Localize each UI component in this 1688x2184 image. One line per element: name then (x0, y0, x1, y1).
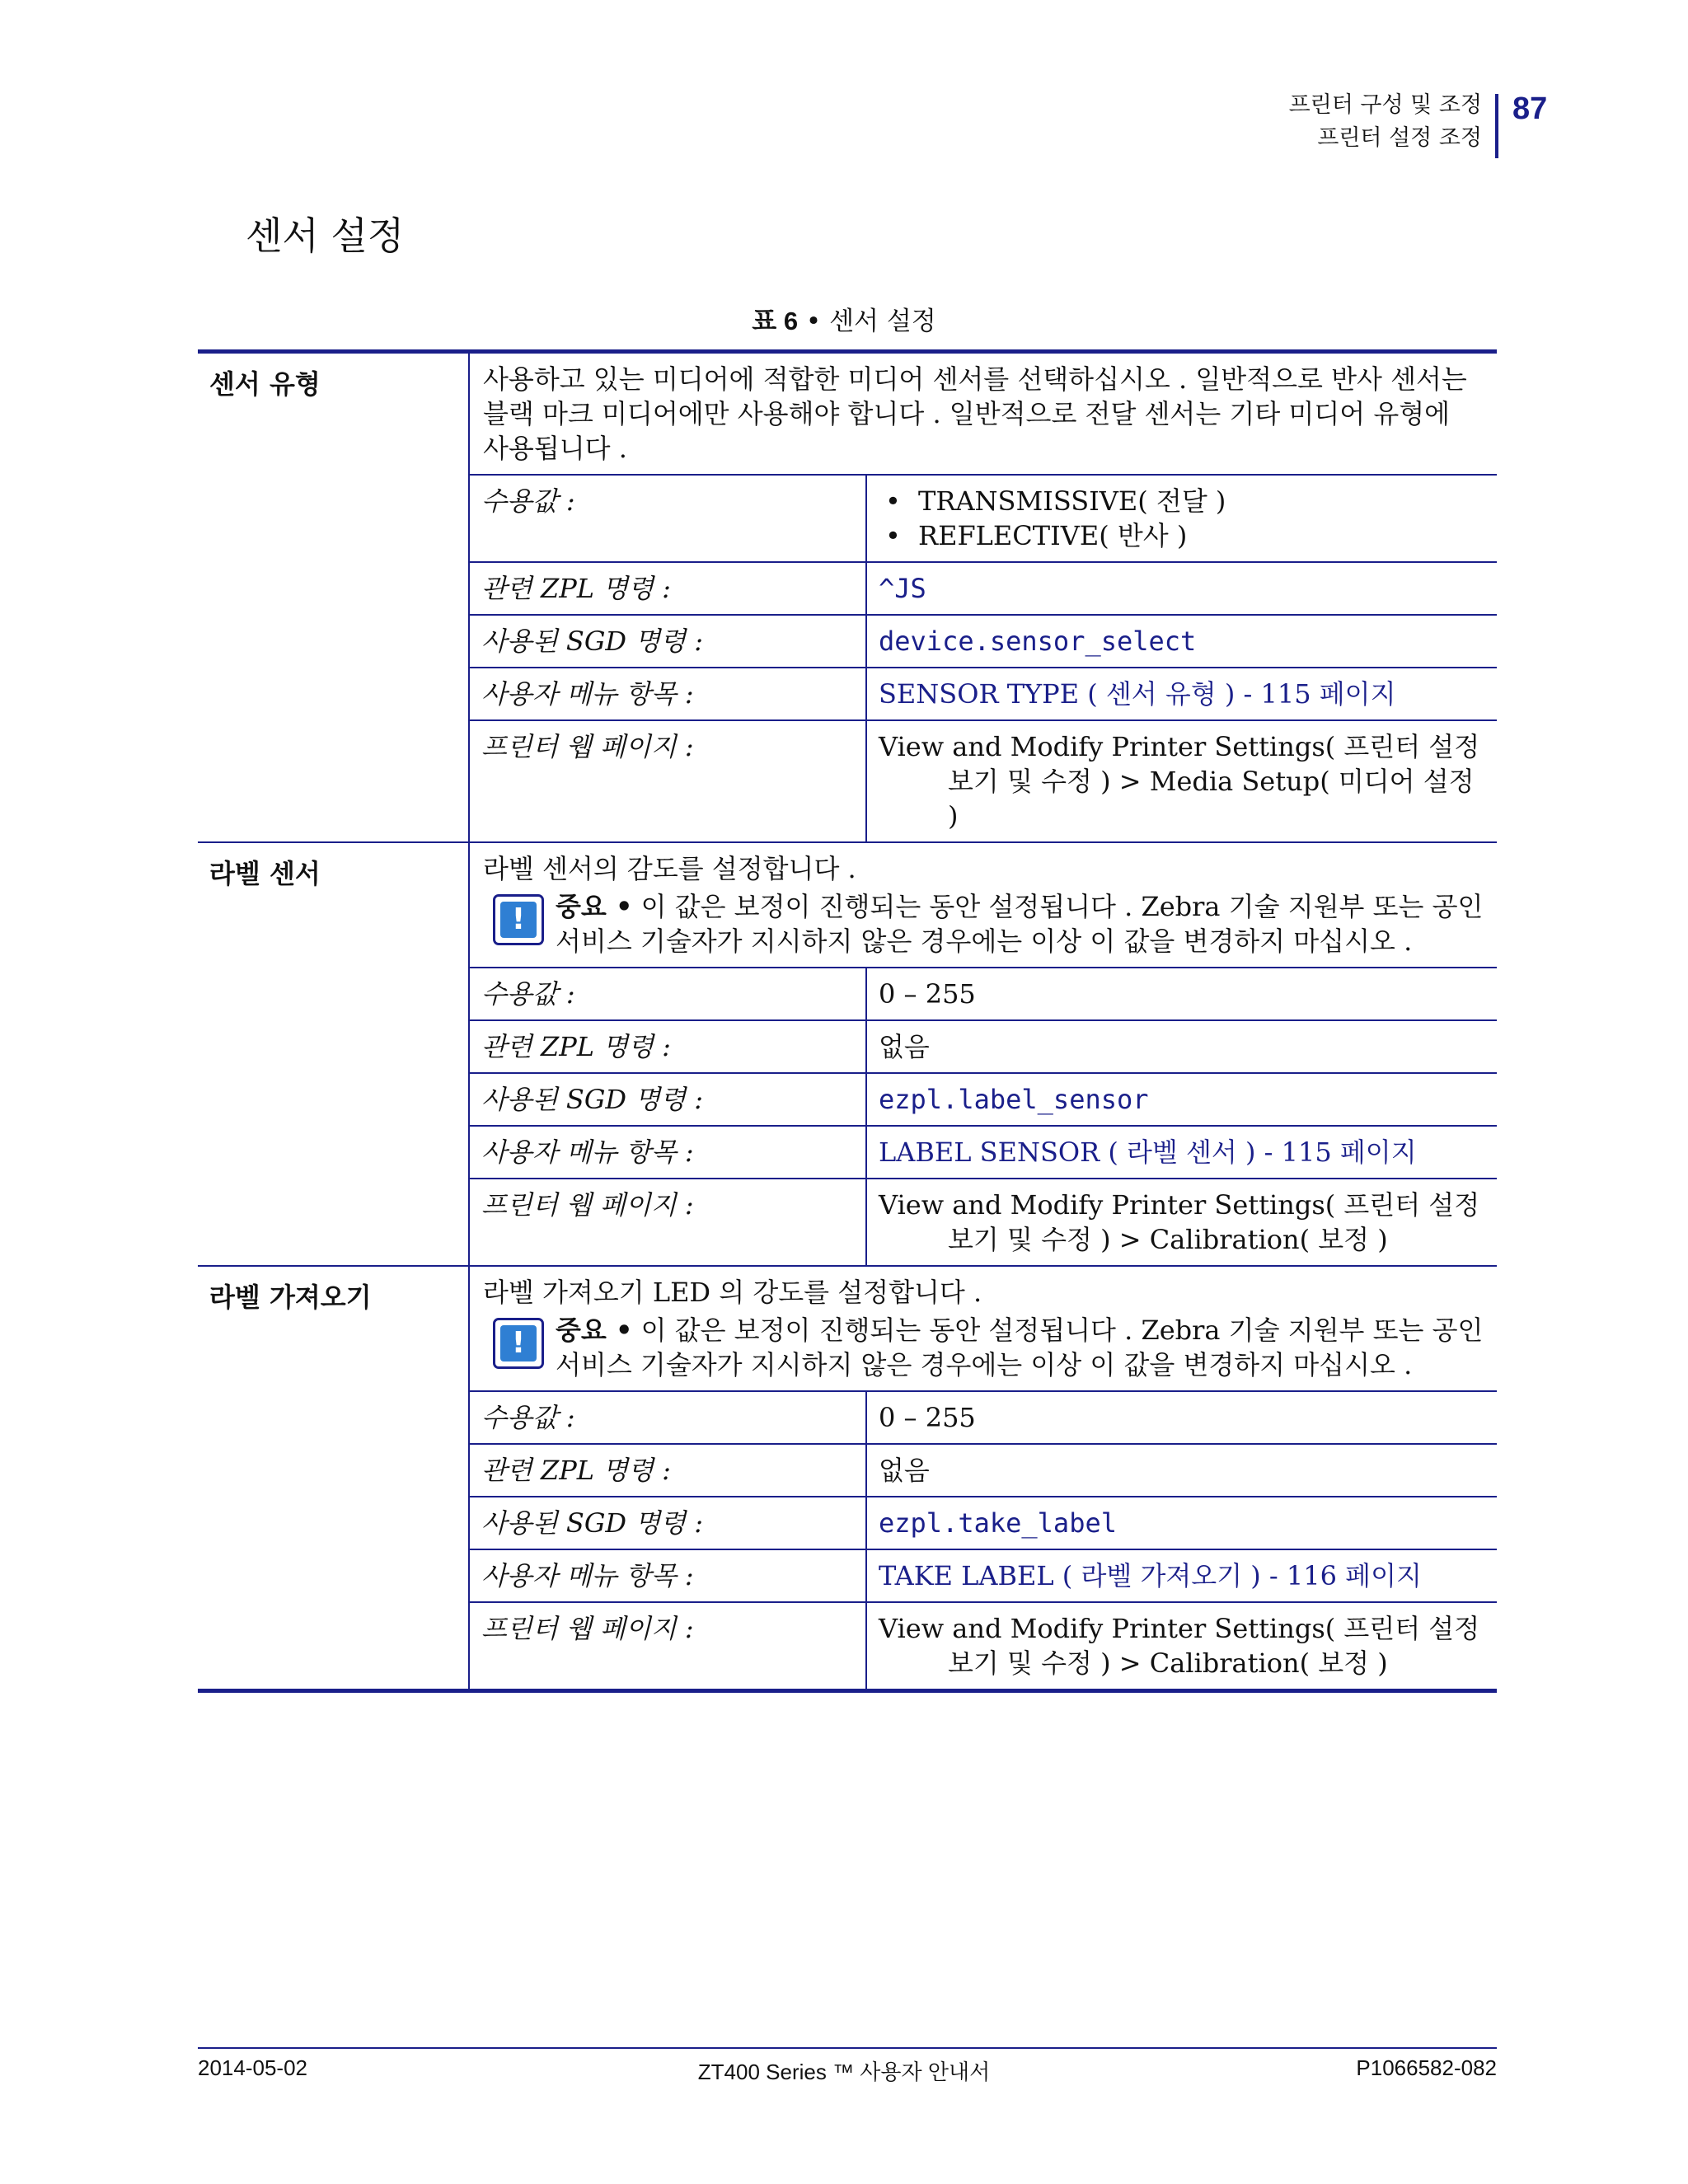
field-value (866, 720, 1497, 841)
field-row (470, 562, 1497, 615)
zpl-command: 없음 (879, 1031, 930, 1062)
note-body: 이 값은 보정이 진행되는 동안 설정됩니다 . Zebra 기술 지원부 또는 공인 서비스 기술자가 지시하지 않은 경우에는 이상 이 값을 변경하지 마십시오 . (556, 891, 1484, 957)
field-label: 프린터 웹 페이지 : (470, 720, 866, 841)
field-label: 관련 ZPL 명령 : (470, 1020, 866, 1073)
field-row (470, 720, 1497, 841)
field-row (470, 1392, 1497, 1444)
note-body: 이 값은 보정이 진행되는 동안 설정됩니다 . Zebra 기술 지원부 또는 공인 서비스 기술자가 지시하지 않은 경우에는 이상 이 값을 변경하지 마십시오 . (556, 1315, 1484, 1380)
footer-rule (198, 2047, 1497, 2049)
field-label: 사용자 메뉴 항목 : (470, 1549, 866, 1602)
footer-date: 2014-05-02 (198, 2055, 307, 2080)
warning-icon (493, 1318, 544, 1369)
field-row (470, 968, 1497, 1020)
setting-description: 라벨 센서의 감도를 설정합니다 . (483, 853, 856, 884)
field-row (470, 1602, 1497, 1689)
sgd-command: ezpl.label_sensor (879, 1084, 1149, 1115)
setting-name: 라벨 센서 (198, 842, 469, 1266)
field-row (470, 476, 1497, 562)
header-divider (1495, 94, 1498, 158)
menu-item-link[interactable]: LABEL SENSOR ( 라벨 센서 ) - 115 페이지 (879, 1137, 1417, 1168)
setting-body (469, 1266, 1497, 1691)
field-row (470, 1497, 1497, 1549)
field-label: 수용값 : (470, 1392, 866, 1444)
field-label: 사용된 SGD 명령 : (470, 1497, 866, 1549)
table-row (198, 352, 1497, 843)
note-text (556, 1313, 1484, 1382)
page-header (0, 89, 1688, 163)
field-row (470, 668, 1497, 720)
note-text (556, 889, 1484, 958)
setting-name: 센서 유형 (198, 352, 469, 843)
field-row (470, 1126, 1497, 1179)
field-label: 관련 ZPL 명령 : (470, 562, 866, 615)
field-value (866, 1179, 1497, 1265)
field-label: 수용값 : (470, 476, 866, 562)
settings-table (198, 349, 1497, 1693)
field-label: 사용자 메뉴 항목 : (470, 668, 866, 720)
header-text (1289, 89, 1482, 155)
accepted-values-list (879, 484, 1485, 553)
setting-fields (470, 476, 1497, 841)
field-row (470, 1444, 1497, 1497)
description-block (470, 843, 1497, 968)
subsection-title: 프린터 설정 조정 (1317, 125, 1482, 151)
web-page-path: View and Modify Printer Settings( 프린터 설정 보기 및 수정 ) > Calibration( 보정 ) (879, 1613, 1480, 1679)
list-item: • TRANSMISSIVE( 전달 ) (879, 484, 1485, 518)
field-row (470, 1179, 1497, 1265)
zpl-command: ^JS (879, 573, 926, 604)
web-page-path: View and Modify Printer Settings( 프린터 설정 보기 및 수정 ) > Media Setup( 미디어 설정 ) (879, 731, 1480, 832)
setting-name: 라벨 가져오기 (198, 1266, 469, 1691)
page-number: 87 (1512, 91, 1548, 126)
list-item: • REFLECTIVE( 반사 ) (879, 518, 1485, 553)
zpl-command: 없음 (879, 1455, 930, 1486)
important-note (470, 1313, 1497, 1387)
menu-item-link[interactable]: SENSOR TYPE ( 센서 유형 ) - 115 페이지 (879, 678, 1396, 710)
field-label: 수용값 : (470, 968, 866, 1020)
field-row (470, 1073, 1497, 1126)
exclamation-glyph: ! (500, 902, 537, 938)
sgd-command: ezpl.take_label (879, 1507, 1117, 1539)
chapter-title: 프린터 구성 및 조정 (1288, 92, 1482, 118)
note-label: 중요 • (556, 1315, 633, 1346)
field-value: 0 – 255 (879, 1402, 976, 1433)
field-label: 프린터 웹 페이지 : (470, 1602, 866, 1689)
description-block (470, 1267, 1497, 1392)
footer-title: ZT400 Series ™ 사용자 안내서 (697, 2060, 991, 2084)
field-label: 관련 ZPL 명령 : (470, 1444, 866, 1497)
table-caption-bullet: • (798, 307, 830, 336)
field-value (866, 1602, 1497, 1689)
field-row (470, 615, 1497, 668)
table-caption-label: 표 6 (752, 307, 799, 335)
field-label: 사용자 메뉴 항목 : (470, 1126, 866, 1179)
setting-fields (470, 1392, 1497, 1689)
field-value: 0 – 255 (879, 978, 976, 1010)
menu-item-link[interactable]: TAKE LABEL ( 라벨 가져오기 ) - 116 페이지 (879, 1560, 1422, 1591)
table-row (198, 1266, 1497, 1691)
setting-description: 라벨 가져오기 LED 의 강도를 설정합니다 . (483, 1277, 982, 1308)
setting-body (469, 352, 1497, 843)
setting-description: 사용하고 있는 미디어에 적합한 미디어 센서를 선택하십시오 . 일반적으로 반사 센서는 블랙 마크 미디어에만 사용해야 합니다 . 일반적으로 전달 센서는 기타 미디어 유형에 사용됩니다 . (470, 354, 1497, 476)
warning-icon (493, 894, 544, 945)
section-title: 센서 설정 (246, 213, 405, 258)
setting-body (469, 842, 1497, 1266)
exclamation-glyph: ! (500, 1325, 537, 1361)
web-page-path: View and Modify Printer Settings( 프린터 설정 보기 및 수정 ) > Calibration( 보정 ) (879, 1189, 1480, 1255)
field-row (470, 1549, 1497, 1602)
setting-fields (470, 968, 1497, 1265)
important-note (470, 889, 1497, 963)
field-row (470, 1020, 1497, 1073)
field-label: 프린터 웹 페이지 : (470, 1179, 866, 1265)
sgd-command: device.sensor_select (879, 626, 1197, 657)
field-label: 사용된 SGD 명령 : (470, 615, 866, 668)
table-row (198, 842, 1497, 1266)
table-caption (0, 300, 1688, 337)
field-value (866, 476, 1497, 562)
footer-part-number: P1066582-082 (1356, 2055, 1497, 2080)
table-caption-title: 센서 설정 (829, 307, 936, 336)
note-label: 중요 • (556, 891, 633, 922)
field-label: 사용된 SGD 명령 : (470, 1073, 866, 1126)
